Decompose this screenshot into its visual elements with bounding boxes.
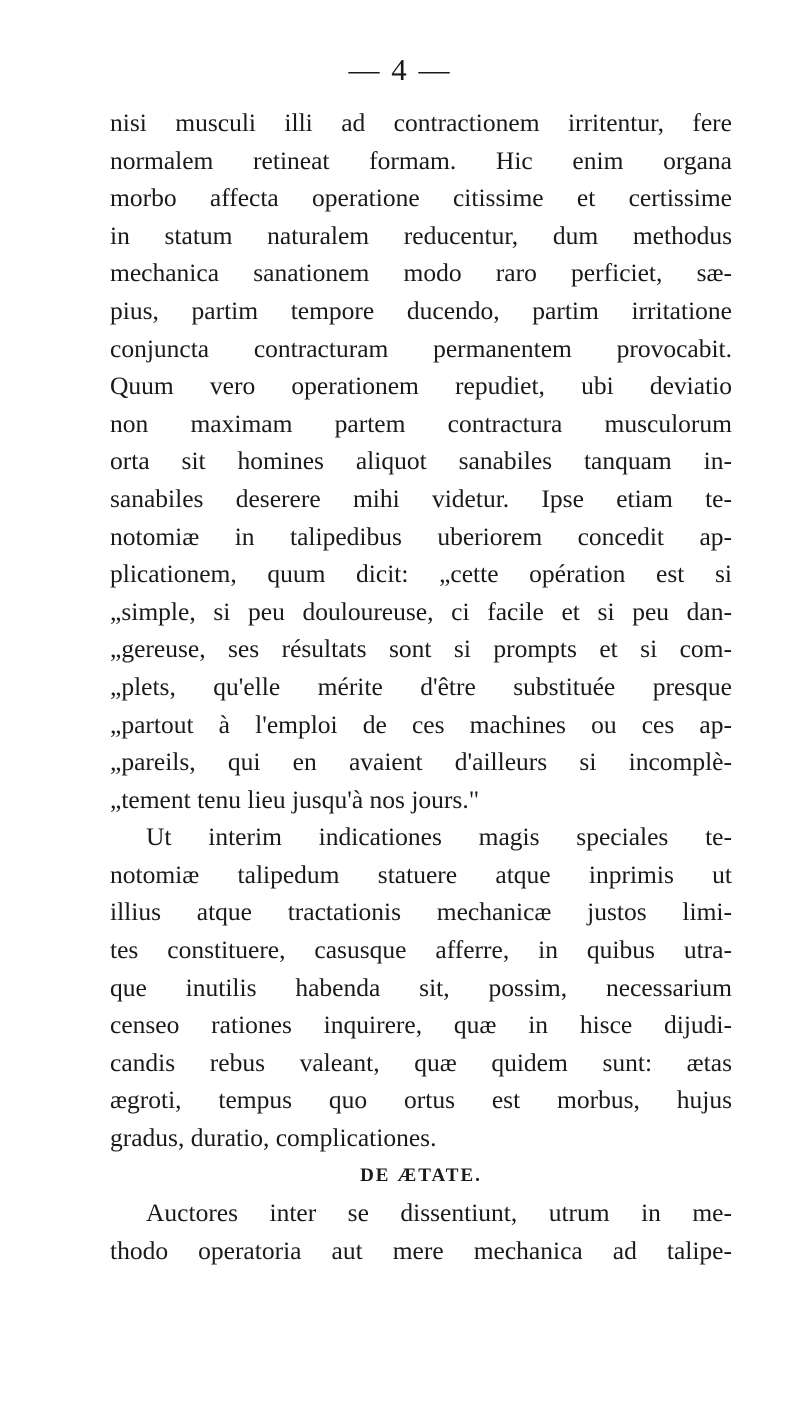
text-body — [110, 104, 732, 1269]
text-line: sanabiles deserere mihi videtur. Ipse etiam te- — [110, 483, 732, 513]
text-line: que inutilis habenda sit, possim, necessarium — [110, 972, 732, 1002]
text-line: ægroti, tempus quo ortus est morbus, hujus — [110, 1085, 732, 1115]
text-line: conjuncta contracturam permanentem provocabit. — [110, 333, 732, 363]
text-line: normalem retineat formam. Hic enim organa — [110, 145, 732, 175]
text-line: mechanica sanationem modo raro perficiet, sæ- — [110, 258, 732, 288]
text-line: Auctores inter se dissentiunt, utrum in me- — [146, 1198, 732, 1228]
text-line: pius, partim tempore ducendo, partim irritatione — [110, 295, 732, 325]
text-line: candis rebus valeant, quæ quidem sunt: ætas — [110, 1047, 732, 1077]
quote-line: „plets, qu'elle mérite d'être substituée presque — [110, 671, 732, 701]
text-line: thodo operatoria aut mere mechanica ad talipe- — [110, 1235, 732, 1265]
section-heading: DE ÆTATE. — [360, 1164, 482, 1186]
text-line: nisi musculi illi ad contractionem irritentur, fere — [110, 108, 732, 137]
text-line: plicationem, quum dicit: „cette opération est si — [110, 559, 732, 589]
quote-line: „gereuse, ses résultats sont si prompts et si com- — [110, 634, 732, 664]
text-line: illius atque tractationis mechanicæ justos limi- — [110, 897, 732, 927]
text-line: in statum naturalem reducentur, dum methodus — [110, 220, 732, 250]
text-line: notomiæ in talipedibus uberiorem concedit ap- — [110, 521, 732, 551]
text-line: orta sit homines aliquot sanabiles tanquam in- — [110, 446, 732, 476]
text-line: gradus, duratio, complicationes. — [110, 1123, 437, 1153]
text-line: morbo affecta operatione citissime et certissime — [110, 183, 732, 213]
page-number: — 4 — — [348, 52, 452, 87]
quote-line: „pareils, qui en avaient d'ailleurs si incomplè- — [110, 747, 732, 777]
text-line: Ut interim indicationes magis speciales te- — [146, 822, 732, 852]
text-line: notomiæ talipedum statuere atque inprimis ut — [110, 859, 732, 889]
text-line: censeo rationes inquirere, quæ in hisce dijudi- — [110, 1010, 732, 1040]
quote-line: „partout à l'emploi de ces machines ou ces ap- — [110, 709, 732, 739]
quote-line: „tement tenu lieu jusqu'à nos jours." — [110, 784, 480, 814]
text-line: Quum vero operationem repudiet, ubi deviatio — [110, 371, 732, 401]
text-line: non maximam partem contractura musculorum — [110, 408, 732, 438]
quote-line: „simple, si peu douloureuse, ci facile et si peu dan- — [110, 596, 732, 626]
text-line: tes constituere, casusque afferre, in quibus utra- — [110, 935, 732, 965]
